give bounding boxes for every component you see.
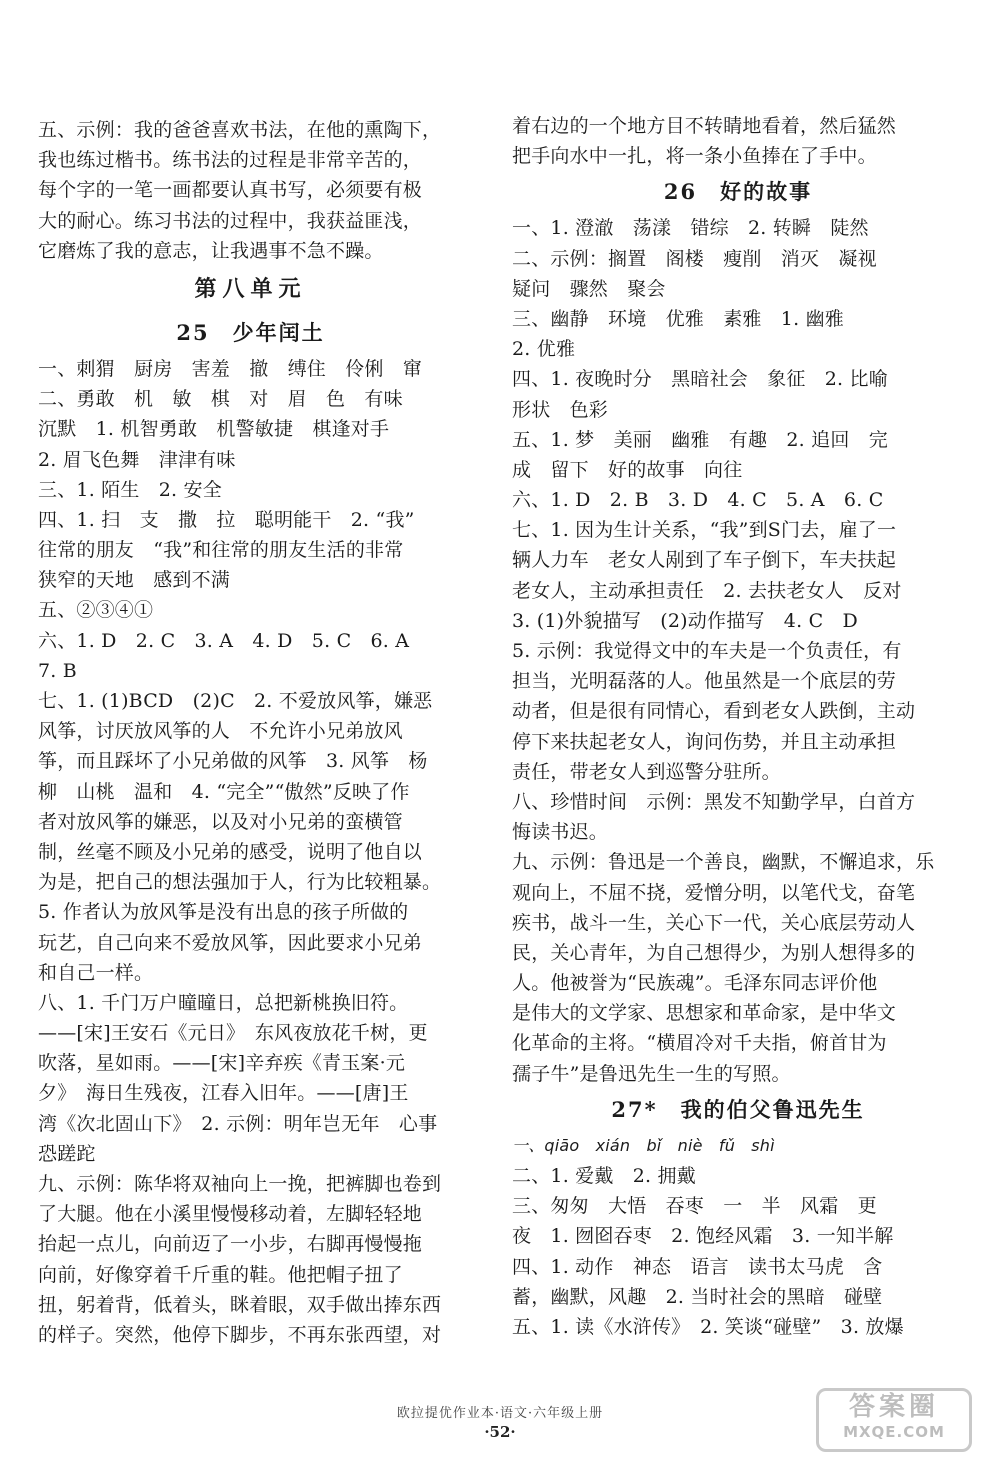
answer-line: 五、示例：我的爸爸喜欢书法，在他的熏陶下， [38, 119, 442, 141]
answer-line: 吹落，星如雨。——[宋]辛弃疾《青玉案·元 [38, 1052, 406, 1075]
answer-line: 狭窄的天地 感到不满 [38, 569, 231, 592]
answer-line: 二、示例：搁置 阁楼 瘦削 消灭 凝视 [512, 247, 877, 270]
answer-line: 夕》 海日生残夜，江春入旧年。——[唐]王 [38, 1082, 409, 1105]
answer-line: 5. 作者认为放风筝是没有出息的孩子所做的 [38, 901, 409, 924]
answer-line: 一、1. 澄澈 荡漾 错综 2. 转瞬 陡然 [512, 217, 869, 240]
answer-line: 制，丝毫不顾及小兄弟的感受，说明了他自以 [38, 840, 423, 863]
answer-line: 人。他被誉为“民族魂”。毛泽东同志评价他 [512, 972, 878, 995]
answer-line: 把手向水中一扎，将一条小鱼捧在了手中。 [512, 145, 877, 168]
answer-line: 湾《次北固山下》 2. 示例：明年岂无年 心事 [38, 1112, 438, 1135]
answer-line: 九、示例：陈华将双袖向上一挽，把裤脚也卷到 [38, 1173, 442, 1195]
answer-line: 是伟大的文学家、思想家和革命家，是中华文 [512, 1002, 897, 1025]
answer-line: 夜 1. 囫囵吞枣 2. 饱经风霜 3. 一知半解 [512, 1225, 894, 1248]
page-number: ·52· [484, 1423, 516, 1441]
answer-line: 三、幽静 环境 优雅 素雅 1. 幽雅 [512, 307, 844, 330]
answer-line: 孺子牛”是鲁迅先生一生的写照。 [512, 1062, 791, 1085]
answer-line: 二、勇敢 机 敏 棋 对 眉 色 有味 [38, 388, 403, 411]
right-column [512, 111, 964, 1342]
answer-line: 四、1. 动作 神态 语言 读书太马虎 含 [512, 1255, 883, 1278]
watermark-url: MXQE.COM [843, 1423, 945, 1441]
answer-line: 八、1. 千门万户曈曈日，总把新桃换旧符。 [38, 991, 409, 1014]
answer-line: 沉默 1. 机智勇敢 机警敏捷 棋逢对手 [38, 418, 390, 441]
answer-line: 民，关心青年，为自己想得少，为别人想得多的 [512, 941, 916, 964]
answer-line: 五、1. 梦 美丽 幽雅 有趣 2. 追回 完 [512, 428, 888, 451]
answer-line: 形状 色彩 [512, 398, 609, 421]
answer-line: 柳 山桃 温和 4. “完全”“傲然”反映了作 [38, 780, 410, 803]
answer-line: 八、珍惜时间 示例：黑发不知勤学早，白首方 [512, 790, 916, 813]
answer-line: 抬起一点儿，向前迈了一小步，右脚再慢慢拖 [38, 1233, 423, 1256]
answer-line: 风筝，讨厌放风筝的人 不允许小兄弟放风 [38, 720, 403, 743]
answer-line: 一、刺猬 厨房 害羞 撤 缚住 伶俐 窜 [38, 357, 423, 380]
answer-line: 四、1. 夜晚时分 黑暗社会 象征 2. 比喻 [512, 368, 888, 391]
answer-line: 和自己一样。 [38, 961, 154, 984]
answer-line: 担当，光明磊落的人。他虽然是一个底层的劳 [512, 670, 897, 693]
answer-line: 恐蹉跎 [38, 1142, 96, 1165]
answer-line: 7. B [38, 659, 77, 682]
answer-line: 2. 优雅 [512, 338, 576, 361]
answer-line: 九、示例：鲁迅是一个善良，幽默，不懈追求，乐 [512, 851, 935, 874]
answer-line: ——[宋]王安石《元日》 东风夜放花千树，更 [38, 1022, 428, 1045]
answer-line: 了大腿。他在小溪里慢慢移动着，左脚轻轻地 [38, 1203, 423, 1226]
answer-line: 疑问 骤然 聚会 [512, 277, 666, 300]
answer-line: 2. 眉飞色舞 津津有味 [38, 448, 236, 471]
answer-line: 5. 示例：我觉得文中的车夫是一个负责任，有 [512, 640, 902, 662]
answer-line: 3. (1)外貌描写 (2)动作描写 4. C D [512, 609, 858, 632]
pinyin-answer-line: 一、qiāo xián bǐ niè fǔ shì [512, 1135, 775, 1155]
answer-line: 七、1. (1)BCD (2)C 2. 不爱放风筝，嫌恶 [38, 690, 433, 712]
answer-line: 六、1. D 2. B 3. D 4. C 5. A 6. C [512, 489, 884, 512]
answer-line: 悔读书迟。 [512, 821, 609, 844]
answer-line: 我也练过楷书。练书法的过程是非常辛苦的， [38, 149, 423, 172]
answer-line: 蓄，幽默，风趣 2. 当时社会的黑暗 碰壁 [512, 1285, 883, 1308]
lesson-title: 27* 我的伯父鲁迅先生 [611, 1096, 865, 1122]
answer-line: 三、匆匆 大悟 吞枣 一 半 风霜 更 [512, 1195, 877, 1218]
answer-line: 停下来扶起老女人，询问伤势，并且主动承担 [512, 730, 897, 753]
watermark-logo [816, 1388, 972, 1452]
watermark-title: 答案圈 [848, 1392, 939, 1422]
answer-line: 者对放风筝的嫌恶，以及对小兄弟的蛮横管 [38, 810, 403, 833]
answer-line: 扭，躬着背，低着头，眯着眼，双手做出捧东西 [38, 1293, 442, 1316]
answer-line: 五、1. 读《水浒传》 2. 笑谈“碰壁” 3. 放爆 [512, 1315, 904, 1338]
answer-line: 辆人力车 老女人剐到了车子倒下，车夫扶起 [512, 549, 897, 572]
lesson-title: 26 好的故事 [663, 179, 813, 205]
answer-line: 它磨炼了我的意志，让我遇事不急不躁。 [38, 239, 384, 262]
answer-line: 责任，带老女人到巡警分驻所。 [512, 760, 781, 783]
answer-line: 玩艺，自己向来不爱放风筝，因此要求小兄弟 [38, 931, 423, 954]
answer-line: 的样子。突然，他停下脚步，不再东张西望，对 [38, 1323, 442, 1346]
answer-line: 着右边的一个地方目不转睛地看着，然后猛然 [512, 115, 897, 137]
left-column [38, 115, 463, 1350]
answer-line: 四、1. 扫 支 撒 拉 聪明能干 2. “我” [38, 508, 415, 531]
answer-line: 七、1. 因为生计关系，“我”到S门去，雇了一 [512, 519, 897, 542]
answer-line: 成 留下 好的故事 向往 [512, 458, 743, 481]
answer-line: 往常的朋友 “我”和往常的朋友生活的非常 [38, 539, 404, 562]
unit-heading: 第八单元 [194, 275, 307, 302]
answer-line: 三、1. 陌生 2. 安全 [38, 478, 222, 501]
answer-line: 观向上，不屈不挠，爱憎分明，以笔代戈，奋笔 [512, 881, 916, 904]
answer-line: 化革命的主将。“横眉冷对千夫指，俯首甘为 [512, 1032, 887, 1055]
lesson-title: 25 少年闰土 [176, 319, 325, 345]
answer-line: 五、②③④① [38, 599, 154, 622]
answer-line: 六、1. D 2. C 3. A 4. D 5. C 6. A [38, 629, 410, 652]
answer-line: 老女人，主动承担责任 2. 去扶老女人 反对 [512, 579, 902, 602]
answer-line: 二、1. 爱戴 2. 拥戴 [512, 1165, 696, 1187]
answer-line: 向前，好像穿着千斤重的鞋。他把帽子扭了 [38, 1263, 403, 1286]
answer-line: 大的耐心。练习书法的过程中，我获益匪浅， [38, 209, 423, 232]
answer-line: 疾书，战斗一生，关心下一代，关心底层劳动人 [512, 911, 916, 934]
answer-line: 为是，把自己的想法强加于人，行为比较粗暴。 [38, 871, 442, 894]
answer-line: 筝，而且踩坏了小兄弟做的风筝 3. 风筝 杨 [38, 750, 428, 773]
book-series-footer: 欧拉提优作业本·语文·六年级上册 [396, 1406, 604, 1421]
answer-line: 每个字的一笔一画都要认真书写，必须要有极 [38, 179, 423, 202]
answer-line: 动者，但是很有同情心，看到老女人跌倒，主动 [512, 700, 916, 723]
